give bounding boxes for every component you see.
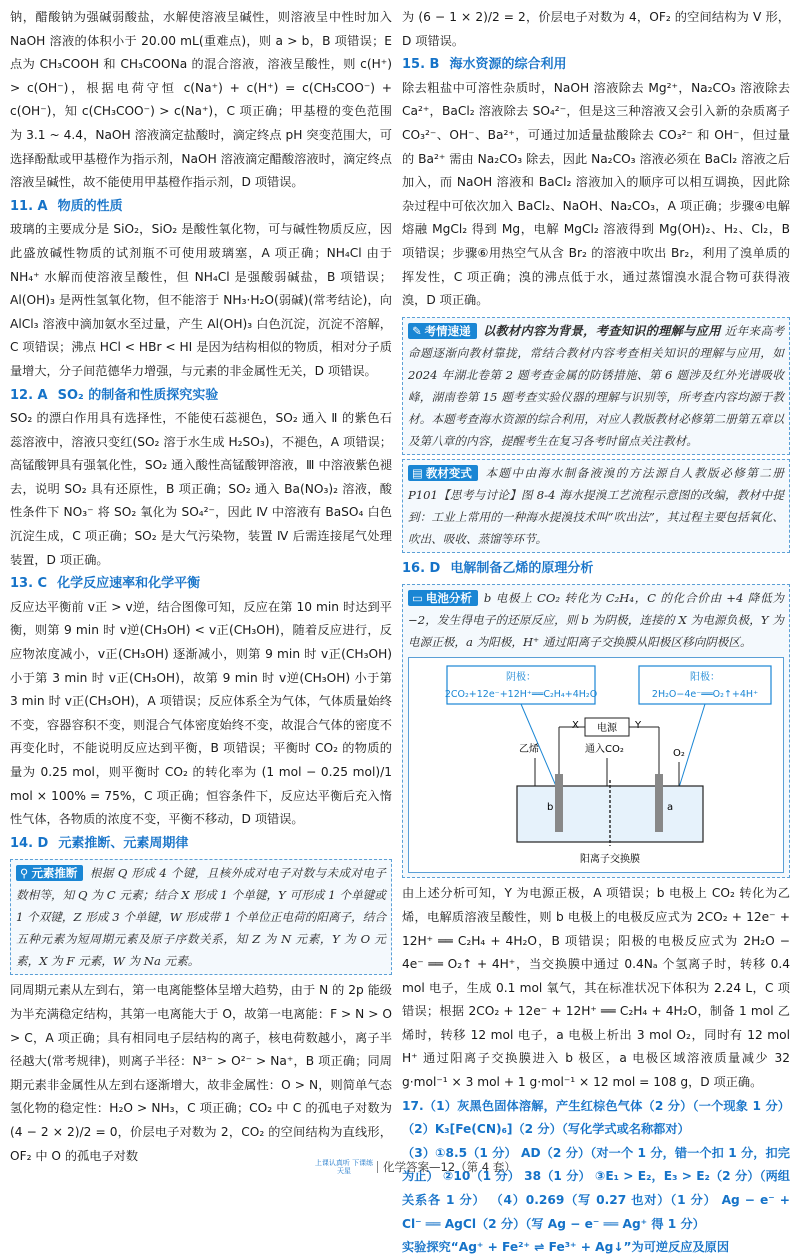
q16-title: 电解制备乙烯的原理分析 [450, 560, 594, 576]
ethylene-label: 乙烯 [519, 744, 539, 756]
membrane-label: 阳离子交换膜 [580, 854, 640, 866]
q16-analysis-tag [408, 590, 478, 606]
q16-analysis-tag-label: 电池分析 [425, 591, 472, 606]
q13-body: 反应达平衡前 v正 > v逆，结合图像可知，反应在第 10 min 时达到平衡，则第 9 min 时 v逆(CH₃OH) < v正(CH₃OH)，随着反应进行，反应物浓度减小，v正(CH₃OH) 逐渐减小，则第 9 min 时 v正(CH₃OH) 小于第 3 min 时 v正(CH₃OH)，故第 9 min 时 v逆(CH₃OH) 小于第 3 min 时 v正(CH₃OH)，A 项错误；反应体系全为气体，气体质量始终不变，容器容积不变，则混合气体密度始终不变，故混合气体的密度不再变化时，不能说明反应达到平衡，B 项错误；平衡时 CO₂ 的物质的量为 0.25 mol，则平衡时 CO₂ 的转化率为 (1 mol − 0.25 mol)/1 mol × 100% = 75%，C 项正确；恒容条件下，反应达平衡后充入惰性气体，各物质的浓度不变，平衡不移动，D 项错误。 [10, 599, 392, 827]
power-supply-label: 电源 [597, 723, 617, 735]
textbook-variant-box [402, 459, 790, 553]
q14-continuation: 为 (6 − 1 × 2)/2 = 2，价层电子对数为 4，OF₂ 的空间结构为 V 形，D 项错误。 [402, 10, 790, 48]
q12-body: SO₂ 的漂白作用具有选择性，不能使石蕊褪色，SO₂ 通入 Ⅱ 的紫色石蕊溶液中，溶液只变红(SO₂ 溶于水生成 H₂SO₃)，不褪色，A 项错误；高锰酸钾具有强氧化性，SO₂ 通入酸性高锰酸钾溶液，Ⅲ 中溶液紫色褪去，说明 SO₂ 具有还原性，B 项正确；SO₂ 通入 Ba(NO₃)₂ 溶液，酸性条件下 NO₃⁻ 将 SO₂ 氧化为 SO₄²⁻，因此 Ⅳ 中溶液有 BaSO₄ 白色沉淀生成，C 项正确；SO₂ 是大气污染物，装置 Ⅳ 后需连接尾气处理装置，D 项正确。 [10, 411, 392, 567]
textbook-variant-tag-label: 教材变式 [425, 465, 472, 480]
q12-heading [10, 384, 392, 408]
q16-number: 16. D [402, 560, 441, 576]
cathode-label: 阴极： [506, 672, 536, 684]
electrolysis-svg [409, 658, 781, 870]
q14-analysis-tag-label: 元素推断 [31, 866, 78, 881]
oxygen-label: O₂ [673, 748, 685, 760]
exam-trend-tag-label: 考情速递 [424, 323, 471, 338]
book-icon: ▤ [412, 465, 423, 480]
q17-answer-line-3: 实验探究“Ag⁺ + Fe²⁺ ⇌ Fe³⁺ + Ag↓”为可逆反应及原因 [402, 1240, 730, 1255]
q14-body: 同周期元素从左到右，第一电离能整体呈增大趋势，由于 N 的 2p 能级为半充满稳定结构，其第一电离能大于 O，故第一电离能：F > N > O > C，A 项正确；具有相同电子层结构的离子，核电荷数越小，离子半径越大(常考规律)，则离子半径：N³⁻ > O²⁻ > Na⁺，B 项正确；同周期元素非金属性从左到右逐渐增大，故非金属性：O > N，则简单气态氢化物的稳定性：H₂O > NH₃，C 项正确；CO₂ 中 C 的孤电子对数为 (4 − 2 × 2)/2 = 0，价层电子对数为 2，CO₂ 的空间结构为直线形，OF₂ 中 O 的孤电子对数 [10, 983, 392, 1163]
q16-analysis-text: b 电极上 CO₂ 转化为 C₂H₄，C 的化合价由 +4 降低为 −2，发生得电子的还原反应，则 b 为阴极，连接的 X 为电源负极，Y 为电源正极，a 为阳极，H⁺ 通过阳离子交换膜从阳极区移向阴极区。 [408, 591, 784, 650]
anode-equation: 2H₂O−4e⁻══O₂↑+4H⁺ [651, 689, 759, 701]
textbook-variant-text: 本题中由海水制备液溴的方法源自人教版必修第二册 P101【思考与讨论】图 8-4 海水提溴工艺流程示意图的改编，教材中提到：工业上常用的一种海水提溴技术叫“吹出法”，其过程主要包括氧化、吹出、吸收、蒸馏等环节。 [408, 465, 784, 546]
electrode-b [555, 774, 563, 832]
electrode-a [655, 774, 663, 832]
q13-number: 13. C [10, 576, 48, 592]
publisher-logo [313, 1159, 375, 1175]
electrode-a-label: a [667, 802, 674, 814]
q16-analysis-box [402, 584, 790, 878]
page-footer [0, 1156, 800, 1178]
q14-analysis-tag [16, 865, 83, 881]
q13-heading [10, 572, 392, 596]
q16-heading [402, 557, 790, 581]
footer-divider [377, 1161, 378, 1173]
textbook-variant-tag [408, 465, 478, 481]
q17-answer-line-2: （3）①8.5（1 分） AD（2 分）（对一个 1 分，错一个扣 1 分，扣完为止） ②10（1 分） 38（1 分） ③E₁ > E₂，E₃ > E₂（2 分）（两组关系各 1 分） （4）0.269（写 0.27 也对）（1 分） Ag − e⁻ + Cl⁻ ══ AgCl（2 分）（写 Ag − e⁻ ══ Ag⁺ 得 1 分） [402, 1145, 790, 1231]
q14-title: 元素推断、元素周期律 [58, 835, 189, 851]
q15-body: 除去粗盐中可溶性杂质时，NaOH 溶液除去 Mg²⁺，Na₂CO₃ 溶液除去 Ca²⁺，BaCl₂ 溶液除去 SO₄²⁻，但是这三种溶液又会引入新的杂质离子 CO₃²⁻、OH⁻、Ba²⁺，可通过加适量盐酸除去 CO₃²⁻ 和 OH⁻，但过量的 Ba²⁺ 需由 Na₂CO₃ 除去，因此 Na₂CO₃ 溶液必须在 BaCl₂ 溶液之后加入，而 NaOH 溶液和 BaCl₂ 溶液加入的顺序可以相互调换，因此除杂过程中可依次加入 BaCl₂、NaOH、Na₂CO₃，A 项正确；步骤④电解熔融 MgCl₂ 得到 Mg，电解 MgCl₂ 溶液得到 Mg(OH)₂、H₂、Cl₂，B 项错误；步骤⑥用热空气从含 Br₂ 的溶液中吹出 Br₂，利用了溴单质的挥发性，C 项正确；溴的沸点低于水，通过蒸馏溴水混合物可获得液溴，D 项正确。 [402, 80, 790, 308]
exam-trend-text: 近年来高考命题逐渐向教材靠拢，常结合教材内容考查相关知识的理解与应用，如 2024 年湖北卷第 2 题考查金属的防锈措施、第 6 题涉及红外光谱吸收峰，湖南卷第 15 题考查实验仪器的理解与识别等，所考查内容均源于教材。本题考查海水资源的综合利用，对应人教版教材必修第二册第五章以及第八章的内容，提醒考生在复习各考时留点关注教材。 [408, 323, 784, 448]
anode-label: 阳极： [690, 672, 720, 684]
q10-continuation: 钠，醋酸钠为强碱弱酸盐，水解使溶液呈碱性，则溶液呈中性时加入 NaOH 溶液的体积小于 20.00 mL(重难点)，则 a > b，B 项错误；E 点为 CH₃COOH 和 CH₃COONa 的混合溶液，溶液呈酸性，则 c(H⁺) > c(OH⁻)，根据电荷守恒 c(Na⁺) + c(H⁺) = c(CH₃COO⁻) + c(OH⁻)，知 c(CH₃COO⁻) > c(Na⁺)，C 项正确；甲基橙的变色范围为 3.1 ~ 4.4，NaOH 溶液滴定盐酸时，滴定终点 pH 突变范围大，可选择酚酞或甲基橙作为指示剂，NaOH 溶液滴定醋酸溶液时，滴定终点溶液呈碱性，故不能使用甲基橙作指示剂，D 项错误。 [10, 10, 392, 190]
magnifier-icon: ⚲ [20, 866, 29, 881]
q16-body: 由上述分析可知，Y 为电源正极，A 项错误；b 电极上 CO₂ 转化为乙烯，电解质溶液呈酸性，则 b 电极上的电极反应式为 2CO₂ + 12e⁻ + 12H⁺ ══ C₂H₄ + 4H₂O，B 项错误；阳极的电极反应式为 2H₂O − 4e⁻ ══ O₂↑ + 4H⁺，当交换膜中通过 0.4Nₐ 个氢离子时，转移 0.4 mol 电子，生成 0.1 mol 氧气，其在标准状况下体积为 2.24 L，C 项错误；根据 2CO₂ + 12e⁻ + 12H⁺ ══ C₂H₄ + 4H₂O，制备 1 mol 乙烯时，转移 12 mol 电子，a 电极上析出 3 mol O₂，同时有 12 mol H⁺ 通过阳离子交换膜进入 b 极区，a 电极区域溶液质量减少 32 g·mol⁻¹ × 3 mol + 1 g·mol⁻¹ × 12 mol = 108 g，D 项正确。 [402, 886, 790, 1090]
q11-title: 物质的性质 [57, 198, 123, 214]
cathode-equation: 2CO₂+12e⁻+12H⁺══C₂H₄+4H₂O [444, 689, 598, 701]
q11-body: 玻璃的主要成分是 SiO₂，SiO₂ 是酸性氧化物，可与碱性物质反应，因此盛放碱性物质的试剂瓶不可使用玻璃塞，A 项正确；NH₄Cl 由于 NH₄⁺ 水解而使溶液呈酸性，但 NH₄Cl 是强酸弱碱盐，B 项错误；Al(OH)₃ 是两性氢氧化物，但不能溶于 NH₃·H₂O(弱碱)(常考结论)，向 AlCl₃ 溶液中滴加氨水至过量，产生 Al(OH)₃ 白色沉淀，沉淀不溶解，C 项错误；沸点 HCl < HBr < HI 是因为结构相似的物质，相对分子质量增大，分子间范德华力增强，与元素的非金属性无关，D 项错误。 [10, 222, 392, 378]
exam-trend-tag [408, 323, 477, 339]
terminal-x: X [572, 720, 579, 732]
electrode-b-label: b [547, 802, 554, 814]
electrolysis-diagram [408, 657, 784, 873]
footer-page-label: 化学答案—12（第 4 套） [383, 1160, 516, 1174]
battery-icon: ▭ [412, 591, 423, 606]
exam-trend-box [402, 317, 790, 455]
q14-heading [10, 832, 392, 856]
exam-trend-title: 以教材内容为背景，考查知识的理解与应用 [482, 323, 721, 338]
q11-number: 11. A [10, 198, 48, 214]
q11-heading [10, 195, 392, 219]
co2-inlet-label: 通入CO₂ [585, 744, 624, 756]
q17-answer-line-1: 17.（1）灰黑色固体溶解，产生红棕色气体（2 分）（一个现象 1 分） （2）K₃[Fe(CN)₆]（2 分）（写化学式或名称都对） [402, 1098, 790, 1137]
right-column [402, 6, 790, 1260]
q12-title: SO₂ 的制备和性质探究实验 [57, 387, 219, 403]
q14-number: 14. D [10, 835, 49, 851]
publisher-logo-text: 上课认真听 下课练天星 [314, 1159, 374, 1175]
pencil-icon: ✎ [412, 323, 422, 338]
electrolytic-cell [517, 786, 703, 842]
q14-analysis-text: 根据 Q 形成 4 个键，且核外成对电子对数与未成对电子数相等，知 Q 为 C 元素；结合 X 形成 1 个单键，Y 可形成 1 个单键或 1 个双键，Z 形成 3 个单键，W 形成带 1 个单位正电荷的阳离子，结合五种元素为短周期元素及原子序数关系，知 Z 为 N 元素，Y 为 O 元素，X 为 F 元素，W 为 Na 元素。 [16, 866, 386, 969]
q15-title: 海水资源的综合利用 [449, 57, 567, 73]
terminal-y: Y [635, 720, 642, 732]
q14-analysis-box [10, 859, 392, 975]
q15-heading [402, 53, 790, 77]
q15-number: 15. B [402, 57, 440, 73]
q12-number: 12. A [10, 387, 48, 403]
q13-title: 化学反应速率和化学平衡 [57, 576, 201, 592]
left-column [10, 6, 392, 1168]
